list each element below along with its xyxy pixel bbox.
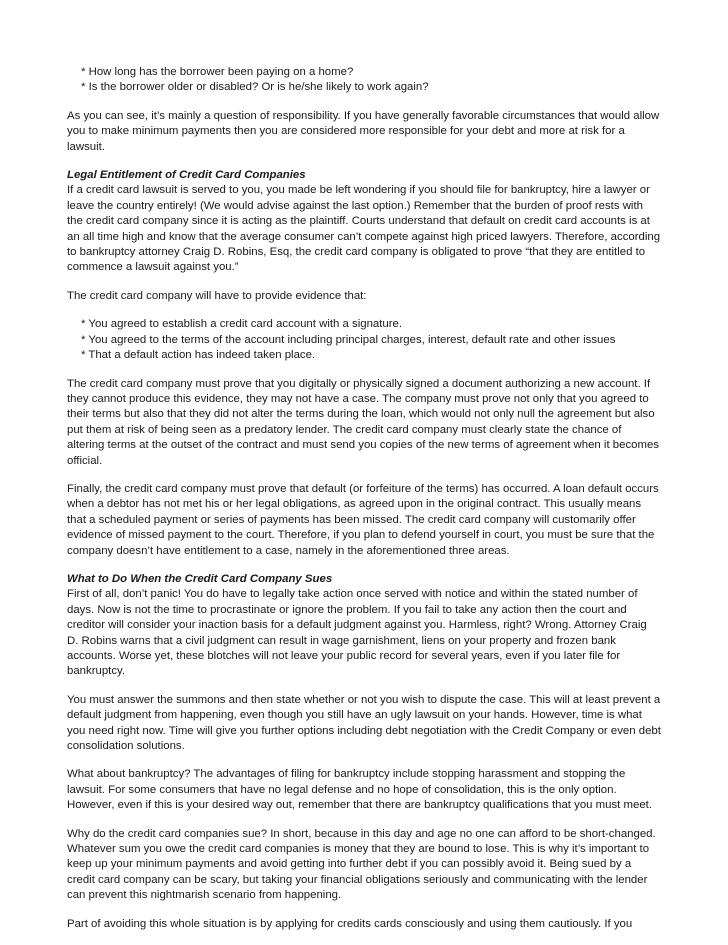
list-item: * You agreed to establish a credit card account with a signature. xyxy=(81,318,403,331)
paragraph: Part of avoiding this whole situation is by applying for credits cards consciously and using them cautiously. If you xyxy=(67,917,633,930)
paragraph: Finally, the credit card company must prove that default (or forfeiture of the terms) has occurred. A loan default occurs when a debtor has not met his or her legal obligations, as agreed upon in the original contract. This usually means that a scheduled payment or series of payments has been missed. The credit card company will customarily offer evidence of missed payment to the court. Therefore, if you plan to defend yourself in court, you must be sure that the company doesn’t have entitlement to a case, namely in the aforementioned three areas. xyxy=(67,482,659,557)
section-legal-entitlement xyxy=(67,168,661,276)
evidence-list xyxy=(67,317,661,363)
list-item: * How long has the borrower been paying on a home? xyxy=(81,66,354,78)
paragraph: As you can see, it’s mainly a question of responsibility. If you have generally favorable circumstances that would allow you to make minimum payments then you are considered more responsible for your debt and more at risk for a lawsuit. xyxy=(67,109,660,153)
paragraph: You must answer the summons and then state whether or not you wish to dispute the case. This will at least prevent a default judgment from happening, even though you still have an ugly lawsuit on your hands. However, time is what you need right now. Time will give you further options including debt negotiation with the Credit Company or even debt consolidation solutions. xyxy=(67,693,661,753)
section-heading: What to Do When the Credit Card Company Sues xyxy=(67,572,333,585)
paragraph: The credit card company will have to provide evidence that: xyxy=(67,289,367,302)
document-page xyxy=(67,65,661,945)
paragraph: Why do the credit card companies sue? In short, because in this day and age no one can afford to be short-changed. Whatever sum you owe the credit card companies is money that they are bound to lose. This is why it’s important to keep up your minimum payments and avoid getting into further debt if you can possibly avoid it. Being sued by a credit card company can be scary, but taking your financial obligations seriously and communicating with the lender can prevent this nightmarish scenario from happening. xyxy=(67,827,656,902)
list-item: * Is the borrower older or disabled? Or is he/she likely to work again? xyxy=(81,81,429,94)
section-heading: Legal Entitlement of Credit Card Companies xyxy=(67,169,306,182)
paragraph: First of all, don’t panic! You do have to legally take action once served with notice and within the stated number of days. Now is not the time to procrastinate or ignore the problem. If you fail to take any action then the court and creditor will consider your inaction basis for a default judgment against you. Harmless, right? Wrong. Attorney Craig D. Robins warns that a civil judgment can result in wage garnishment, liens on your property and frozen bank accounts. Worse yet, these blotches will not leave your public record for several years, even if you later file for bankruptcy. xyxy=(67,588,647,678)
paragraph: If a credit card lawsuit is served to you, you made be left wondering if you should file for bankruptcy, hire a lawyer or leave the country entirely! (We would advise against the last option.) Remember that the burden of proof rests with the credit card company since it is acting as the plaintiff. Courts understand that default on credit card accounts is at an all time high and know that the average consumer can’t compete against high priced lawyers. Therefore, according to bankruptcy attorney Craig D. Robins, Esq, the credit card company is obligated to prove “that they are entitled to commence a lawsuit against you.” xyxy=(67,184,661,274)
paragraph: What about bankruptcy? The advantages of filing for bankruptcy include stopping harassment and stopping the lawsuit. For some consumers that have no legal defense and no hope of consolidation, this is the only option. However, even if this is your desired way out, remember that there are bankruptcy qualifications that you must meet. xyxy=(67,768,652,812)
section-what-to-do xyxy=(67,572,661,680)
borrower-questions-list xyxy=(67,65,661,96)
paragraph: The credit card company must prove that you digitally or physically signed a document authorizing a new account. If they cannot produce this evidence, they may not have a case. The company must prove not only that you agreed to their terms but also that they did not alter the terms during the loan, which would not only null the agreement but also put them at risk of being seen as a predatory lender. The credit card company must clearly state the chance of altering terms at the outset of the contract and must send you copies of the new terms of agreement when it becomes official. xyxy=(67,377,659,467)
list-item: * You agreed to the terms of the account including principal charges, interest, default rate and other issues xyxy=(81,333,616,346)
list-item: * That a default action has indeed taken place. xyxy=(81,349,316,362)
